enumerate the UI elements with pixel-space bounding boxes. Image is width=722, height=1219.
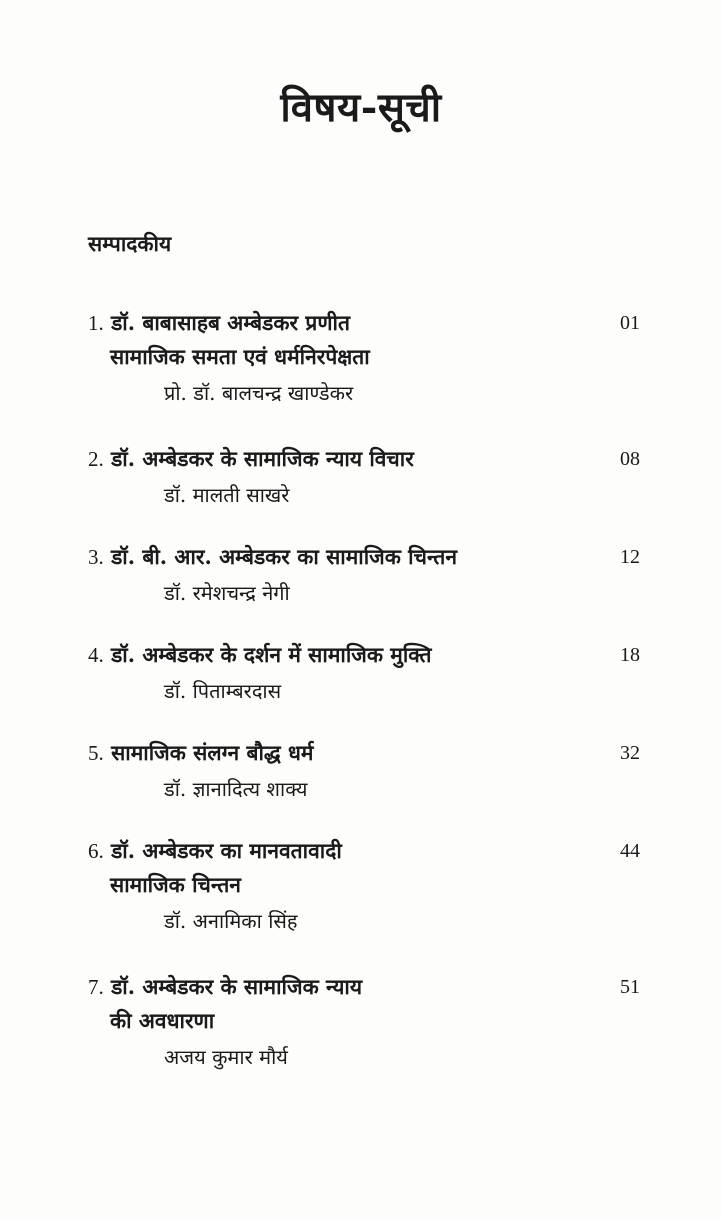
entry-author: डॉ. अनामिका सिंह [164,909,298,933]
entry-title-line2: सामाजिक चिन्तन [110,872,241,897]
entry-page-number: 44 [620,840,640,862]
entry-number: 2. [88,447,104,471]
entry-number: 5. [88,741,104,765]
entry-author: डॉ. पिताम्बरदास [164,679,282,703]
entry-title-line1: डॉ. बी. आर. अम्बेडकर का सामाजिक चिन्तन [111,544,458,569]
toc-entry [88,834,640,938]
toc-entry [88,736,640,806]
entry-title [88,306,578,340]
entry-author: प्रो. डॉ. बालचन्द्र खाण्डेकर [164,381,354,405]
entry-number: 3. [88,545,104,569]
entry-title-line2: की अवधारणा [110,1008,215,1033]
entry-page-number: 32 [620,742,640,764]
entry-title [88,540,578,574]
toc-entry [88,638,640,708]
toc-entry [88,540,640,610]
entry-number: 7. [88,975,104,999]
entry-number: 6. [88,839,104,863]
toc-entry [88,306,640,410]
entry-number: 4. [88,643,104,667]
entry-title-line1: डॉ. अम्बेडकर के सामाजिक न्याय [111,974,363,999]
entry-title-line2: सामाजिक समता एवं धर्मनिरपेक्षता [110,344,370,369]
entry-title-line1: डॉ. बाबासाहब अम्बेडकर प्रणीत [111,310,350,335]
entry-page-number: 18 [620,644,640,666]
entry-author: डॉ. ज्ञानादित्य शाक्य [164,777,308,801]
entry-author: डॉ. रमेशचन्द्र नेगी [164,581,290,605]
entry-title [88,970,578,1004]
entry-number: 1. [88,311,104,335]
entry-title-line1: डॉ. अम्बेडकर का मानवतावादी [111,838,342,863]
entry-title-line1: डॉ. अम्बेडकर के दर्शन में सामाजिक मुक्ति [111,642,432,667]
entry-author: अजय कुमार मौर्य [164,1045,288,1069]
entry-title [88,834,578,868]
toc-entry [88,970,640,1074]
entry-title [88,736,578,770]
entry-title [88,442,578,476]
entry-title-line1: सामाजिक संलग्न बौद्ध धर्म [111,740,314,765]
entry-page-number: 12 [620,546,640,568]
preface-heading: सम्पादकीय [88,231,172,256]
entry-page-number: 08 [620,448,640,470]
entry-page-number: 51 [620,976,640,998]
entry-page-number: 01 [620,312,640,334]
entry-title-line1: डॉ. अम्बेडकर के सामाजिक न्याय विचार [111,446,414,471]
entry-title [88,638,578,672]
toc-entry [88,442,640,512]
entry-author: डॉ. मालती साखरे [164,483,290,507]
page-title: विषय-सूची [280,84,442,131]
